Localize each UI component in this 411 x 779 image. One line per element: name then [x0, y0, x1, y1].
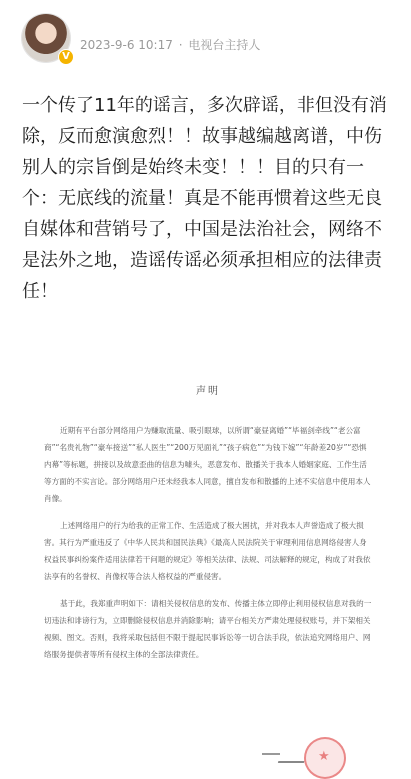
statement-paragraph: 近期有平台部分网络用户为赚取流量、吸引眼球，以所谓“豪昼离婚”“毕福剑牵线”“老公富商”“名贵礼物”“豪车接送”“私人医生”“200万见面礼”“孩子病危”“为钱下嫁”“年龄差20岁”“恐惧内幕”等标题，拼接以及故意歪曲的信息为噱头，恶意发布、散播关于我本人婚姻家庭、工作生活等方面的不实言论。部分网络用户还未经我本人同意，擅自发布和散播的上述不实信息中使用本人肖像。 [44, 426, 371, 503]
signature-stroke [262, 753, 280, 763]
statement-paragraph: 基于此，我郑重声明如下：请相关侵权信息的发布、传播主体立即停止利用侵权信息对我的一切违法和诽谤行为，立即删除侵权信息并消除影响；请平台相关方严肃处理侵权账号，并下架相关视频、图文。否则，我将采取包括但不限于提起民事诉讼等一切合法手段，依法追究网络用户、网络服务提供者等所有侵权主体的全部法律责任。 [44, 599, 372, 659]
statement-paragraph: 上述网络用户的行为给我的正常工作、生活造成了极大困扰，并对我本人声誉造成了极大损害。其行为严重违反了《中华人民共和国民法典》《最高人民法院关于审理利用信息网络侵害人身权益民事纠纷案件适用法律若干问题的规定》等相关法律、法规、司法解释的规定，构成了对我依法享有的名誉权、肖像权等合法人格权益的严重侵害。 [44, 521, 371, 581]
post-header [22, 14, 402, 74]
seal-stamp [304, 737, 346, 779]
statement-image[interactable] [22, 355, 394, 770]
verified-badge-icon: V [58, 49, 74, 65]
statement-title: 声明 [196, 386, 220, 397]
post-text: 一个传了11年的谣言，多次辟谣，非但没有消除，反而愈演愈烈！！故事越编越离谱，中伤别人的宗旨倒是始终未变！！！目的只有一个：无底线的流量！真是不能再惯着这些无良自媒体和营销号了，中国是法治社会，网络不是法外之地，造谣传谣必须承担相应的法律责任！ [22, 95, 387, 302]
post-meta [80, 36, 260, 53]
post-source: 电视台主持人 [188, 38, 261, 52]
seal-star-icon: ★ [318, 749, 330, 764]
post-date: 2023-9-6 10:17 [80, 38, 173, 52]
meta-separator: · [178, 38, 183, 52]
